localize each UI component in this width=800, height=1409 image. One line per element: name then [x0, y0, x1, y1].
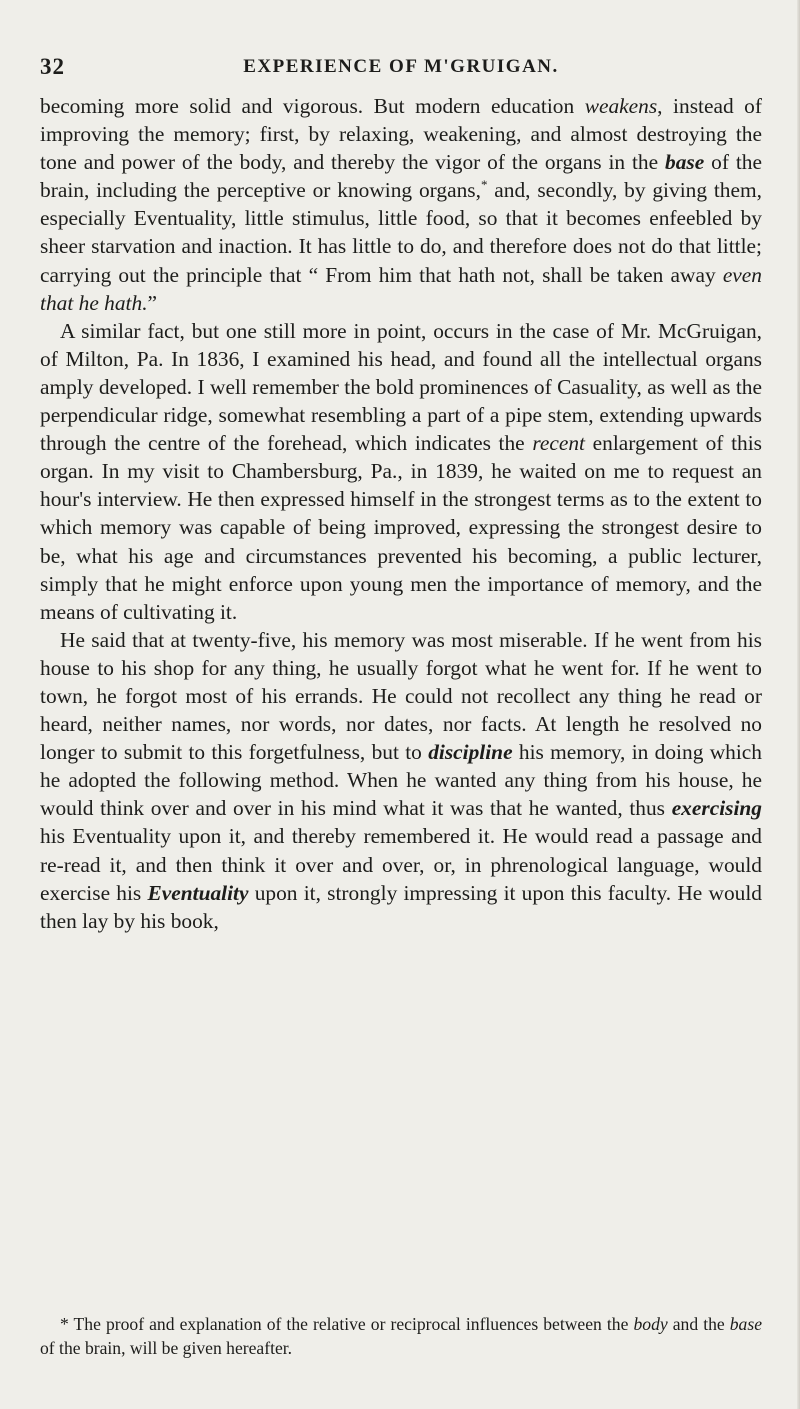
- text-run: , instead of improving the memory; first, by relaxing, weakening, and almost destroying the tone and power of the body, and thereby the vigor of the organs in the: [40, 94, 763, 175]
- footnote-marker: *: [480, 177, 488, 193]
- page-number: 32: [40, 54, 65, 79]
- text-run: upon it, strongly impressing it upon this faculty. He would then lay by his book,: [40, 880, 762, 933]
- text-run: of the brain, including the perceptive or knowing organs,: [40, 150, 762, 203]
- text-run: becoming more solid and vigorous. But modern education: [40, 94, 585, 118]
- footnote: [40, 1312, 762, 1360]
- italic-run: recent: [532, 431, 585, 456]
- italic-bold-run: exercising: [671, 796, 762, 821]
- italic-run: base: [729, 1314, 762, 1334]
- text-run: his memory, in doing which he adopted the following method. When he wanted any thing from his house, he would think over and over in his mind what it was that he wanted, thus: [40, 740, 762, 821]
- italic-bold-run: base: [665, 150, 705, 175]
- text-run: and, secondly, by giving them, especially Eventuality, little stimulus, little food, so that it becomes enfeebled by sheer starvation and inaction. It has little to do, and therefore does not do that little; carrying out the principle that “ From him that hath not, shall be taken away: [40, 178, 762, 287]
- text-run: He said that at twenty-five, his memory was most miserable. If he went from his house to his shop for any thing, he usually forgot what he went for. If he went to town, he forgot most of his errands. He could not recollect any thing he read or heard, neither names, nor words, nor dates, nor facts. At length he resolved no longer to submit to this forgetfulness, but to: [40, 627, 762, 765]
- paragraph: [40, 317, 762, 626]
- paragraph: [40, 92, 762, 317]
- text-run: and the: [667, 1314, 730, 1334]
- running-head: EXPERIENCE OF M'GRUIGAN.: [243, 56, 559, 77]
- text-run: his Eventuality upon it, and thereby remembered it. He would read a passage and re-read it, and then think it over and over, or, in phrenological language, would exercise his: [40, 824, 762, 905]
- paragraph: [40, 626, 762, 935]
- italic-bold-run: discipline: [428, 740, 513, 765]
- text-run: enlargement of this organ. In my visit to Chambersburg, Pa., in 1839, he waited on me to request an hour's interview. He then expressed himself in the strongest terms as to the extent to which memory was capable of being improved, expressing the strongest desire to be, what his age and circumstances prevented his becoming, a public lecturer, simply that he might enforce upon young men the importance of memory, and the means of cultivating it.: [40, 431, 762, 624]
- text-run: of the brain, will be given hereafter.: [40, 1338, 293, 1358]
- italic-run: even that he hath.: [40, 262, 762, 315]
- text-run: * The proof and explanation of the relative or reciprocal influences between the: [60, 1314, 634, 1334]
- text-run: ”: [147, 290, 158, 315]
- italic-bold-run: Eventuality: [147, 880, 249, 905]
- italic-run: body: [633, 1314, 668, 1334]
- body-text: [40, 92, 762, 935]
- text-run: A similar fact, but one still more in point, occurs in the case of Mr. McGruigan, of Milton, Pa. In 1836, I examined his head, and found all the intellectual organs amply developed. I well remember the bold prominences of Casuality, as well as the perpendicular ridge, somewhat resembling a part of a pipe stem, extending upwards through the centre of the forehead, which indicates the: [40, 318, 762, 456]
- page-header: [40, 54, 762, 88]
- italic-run: weakens: [584, 94, 658, 118]
